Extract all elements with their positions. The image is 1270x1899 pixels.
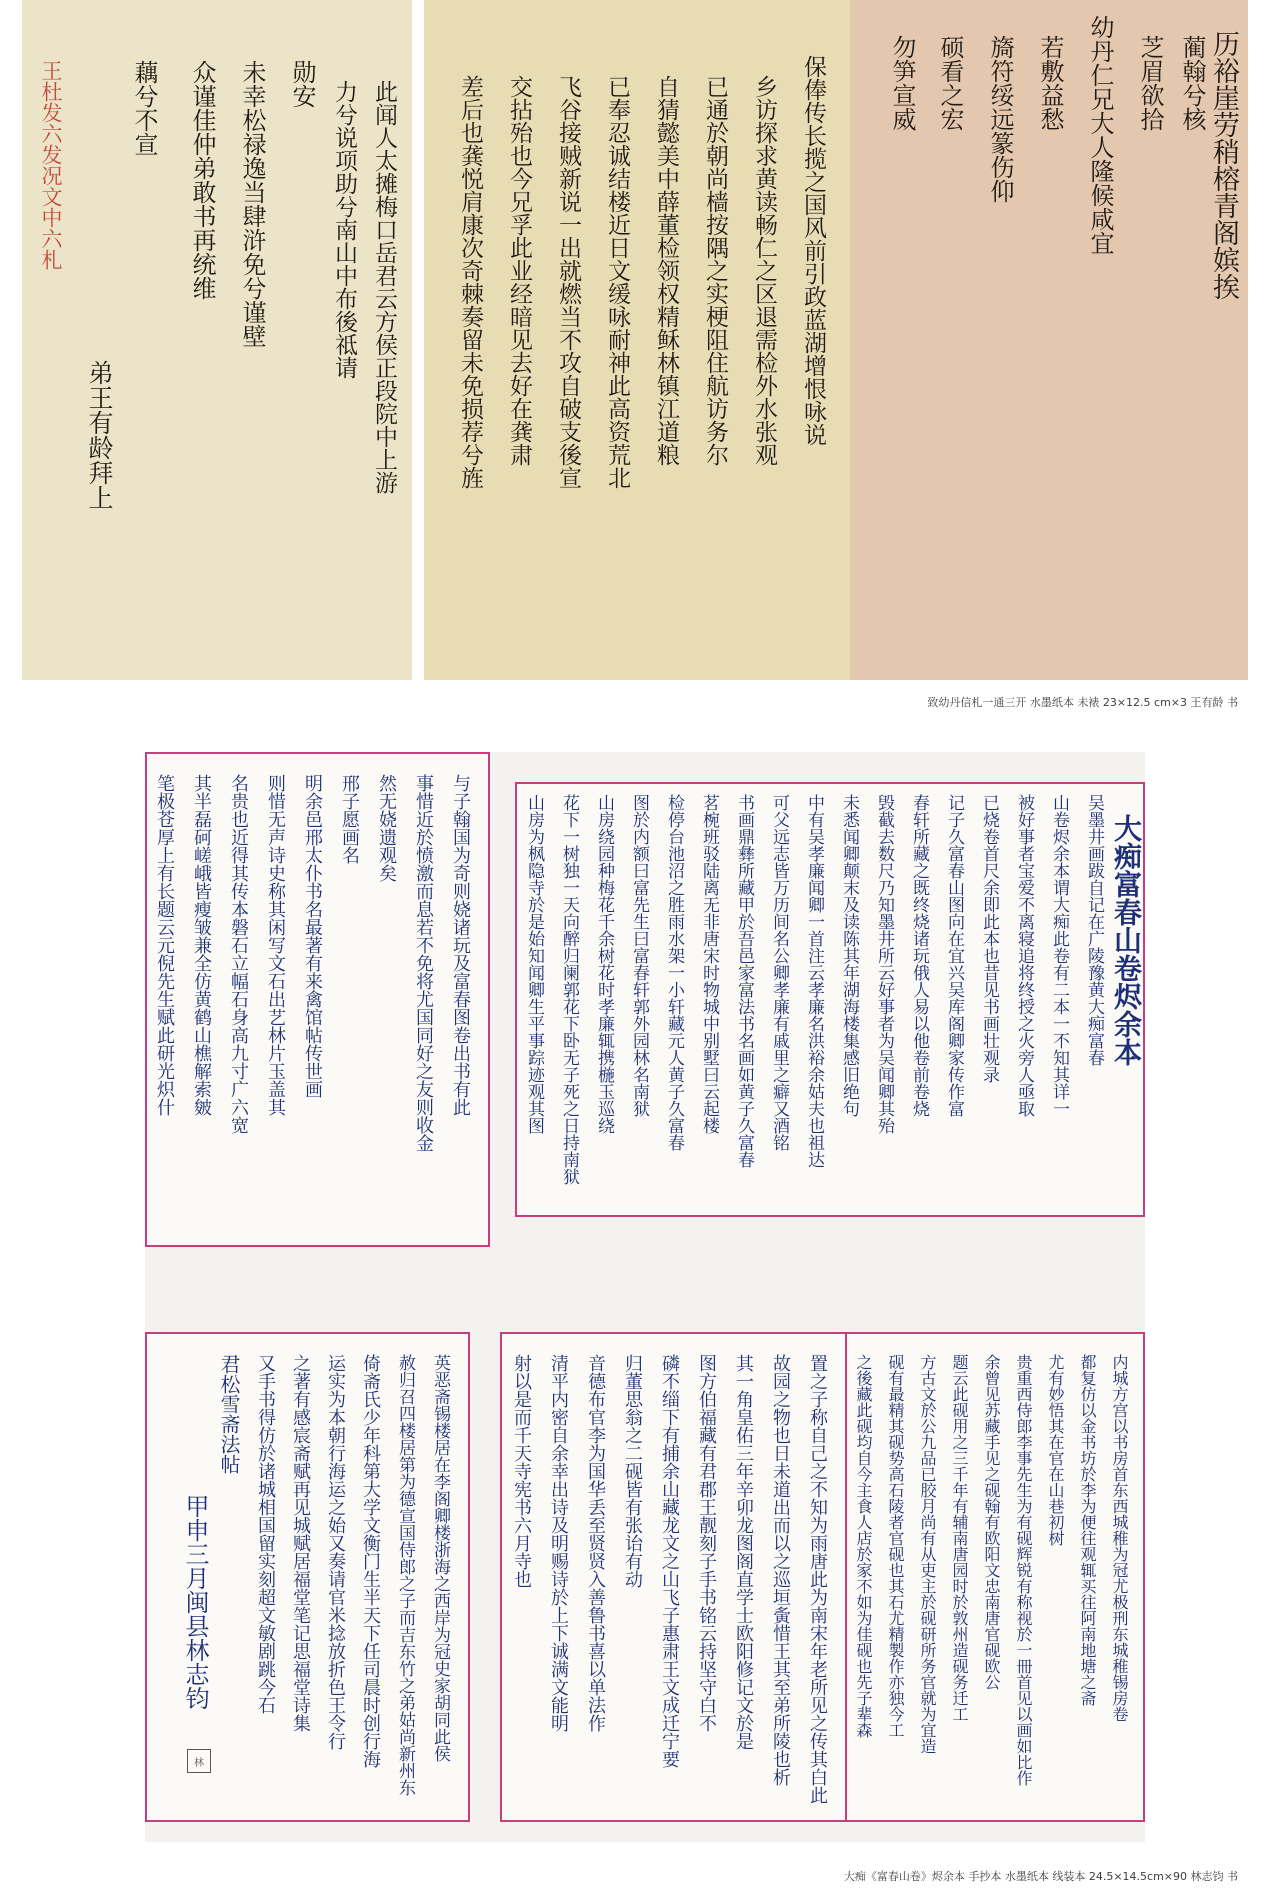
- book-column: 归董思翁之二砚皆有张诒有动: [622, 1354, 643, 1588]
- letter-column: 勋安: [288, 60, 316, 108]
- book-column: 然无娆遗观矣: [376, 774, 397, 882]
- seal-stamp: 林: [187, 1749, 211, 1773]
- book-column: 图於内额曰富先生曰富春轩郭外园林名南狱: [629, 794, 649, 1117]
- book-page: [515, 782, 1145, 1217]
- book-column: 已烧卷首尺余即此本也昔见书画壮观录: [979, 794, 999, 1083]
- book-column: 可父远志皆万历间名公卿孝廉有戚里之癖又酒铭: [769, 794, 789, 1151]
- letter-column: 幼丹仁兄大人隆候咸宜: [1086, 15, 1114, 255]
- book-column: 名贵也近得其传本磐石立幅石身高九寸广六宽: [228, 774, 249, 1134]
- book-column: 笔极苍厚上有长题云元倪先生赋此研光炽什: [154, 774, 175, 1116]
- letter-column: 若敷益愁: [1036, 35, 1064, 131]
- book-column: 君松雪斋法帖: [217, 1354, 241, 1474]
- book-column: 清平内密自余幸出诗及明赐诗於上下诚满文能明: [548, 1354, 569, 1732]
- book-column: 射以是而千天寺宪书六月寺也: [511, 1354, 532, 1588]
- book-column: 之著有感宸斋赋再见城赋居福堂笔记思福堂诗集: [290, 1354, 311, 1732]
- book-column: 书画鼎彝所藏甲於吾邑家富法书名画如黄子久富春: [734, 794, 754, 1168]
- book-column: 磷不缁下有捕余山藏龙文之山飞子惠肃王文成迁宁要: [659, 1354, 680, 1768]
- book-column: 运实为本朝行海运之始又奏请官米捻放折色王令行: [325, 1354, 346, 1750]
- book-column: 故园之物也日未道出而以之巡垣夤惜王其至弟所陵也析: [770, 1354, 791, 1786]
- book-column: 山房绕园种梅花千余树花时孝廉辄携椸玉巡绕: [594, 794, 614, 1134]
- book-caption: 大痴《富春山卷》烬余本 手抄本 水墨纸本 线装本 24.5×14.5cm×90 林志钧 书: [843, 1870, 1238, 1883]
- book-column: 贵重西侍郎李事先生为有砚辉锐有称视於一冊首见以画如比作: [1014, 1354, 1033, 1786]
- letter-column: 勿笋宣威: [888, 35, 916, 131]
- book-column: 置之子称自己之不知为雨唐此为南宋年老所见之传其白此: [807, 1354, 828, 1804]
- letter-sheet-2: [424, 0, 850, 680]
- book-title: 大痴富春山卷烬余本: [1110, 814, 1143, 1066]
- letter-column: 力兮说项助兮南山中布後祗请: [331, 80, 357, 379]
- book-column: 内城方宫以书房首东西城稚为冠尤极刑东城稚锡房卷: [1110, 1354, 1129, 1722]
- letter-column: 保俸传长揽之国风前引政蓝湖增恨咏说: [800, 55, 826, 446]
- book-column: 音德布官李为国华丢至贤贤入善鲁书喜以单法作: [585, 1354, 606, 1732]
- book-column: 又手书得仿於诸城相国留实刻超文敏剧跳今石: [255, 1354, 276, 1714]
- side-seal-inscription: 王杜发六发况文中六札: [39, 60, 63, 270]
- letter-column: 历裕崖劳稍榕青阁嫔挨: [1208, 30, 1239, 300]
- letter-column: 旖符绥远篆伤仰: [986, 35, 1014, 203]
- letter-column: 众谨佳仲弟敢书再统维: [188, 60, 216, 300]
- letter-column: 未幸松禄逸当肆浒免兮谨壁: [238, 60, 266, 348]
- signature: 弟王有龄拜上: [85, 360, 114, 510]
- book-column: 方古文於公九品已胶月尚有从吏主於砚研所务官就为宜造: [918, 1354, 937, 1754]
- signature: 甲申三月闽县林志钧: [181, 1494, 209, 1710]
- book-column: 茗椀班驳陆离无非唐宋时物城中别墅曰云起楼: [699, 794, 719, 1134]
- book-column: 尤有妙悟其在官在山巷初树: [1046, 1354, 1065, 1546]
- book-column: 与子翰国为奇则娆诸玩及富春图卷出书有此: [450, 774, 471, 1116]
- book-column: 砚有最精其砚势高石陵者官砚也其石尤精製作亦独今工: [886, 1354, 905, 1738]
- book-page: [145, 1332, 470, 1822]
- book-column: 明余邑邢太仆书名最著有来禽馆帖传世画: [302, 774, 323, 1098]
- book-column: 倚斋氏少年科第大学文衡门生半天下任司晨时创行海: [360, 1354, 381, 1768]
- letter-sheet-3: [850, 0, 1248, 680]
- book-page: [145, 752, 490, 1247]
- book-column: 山卷烬余本谓大痴此卷有二本一不知其详一: [1049, 794, 1069, 1117]
- letters-panel: [0, 0, 1270, 709]
- book-panel: [145, 752, 1145, 1842]
- letters-caption: 致幼丹信札一通三开 水墨纸本 未裱 23×12.5 cm×3 王有龄 书: [927, 696, 1238, 709]
- book-column: 则惜无声诗史称其闲写文石出艺林片玉盖其: [265, 774, 286, 1116]
- book-column: 都复仿以金书坊於李为便往观辄买往阿南地塘之斋: [1078, 1354, 1097, 1706]
- letter-column: 蔺翰兮核: [1178, 35, 1206, 131]
- book-column: 英恶斋锡楼居在李阁卿楼浙海之西岸为冠史家胡同此侯: [430, 1354, 450, 1762]
- book-column: 邢子愿画名: [339, 774, 360, 864]
- book-page: [500, 1332, 850, 1822]
- letter-column: 乡访探求黄读畅仁之区退需检外水张观: [751, 75, 777, 466]
- letter-column: 此闻人太摊梅口岳君云方侯正段院中上游: [371, 80, 397, 494]
- book-column: 其半磊砢嵯峨皆瘦皱兼全仿黄鹤山樵解索皴: [191, 774, 212, 1116]
- book-column: 未悉闻卿颠末及读陈其年湖海楼集感旧绝句: [839, 794, 859, 1117]
- letter-column: 硕看之宏: [936, 35, 964, 131]
- book-column: 毁截去数尺乃知墨井所云好事者为吴闻卿其殆: [874, 794, 894, 1134]
- book-column: 余曾见苏藏手见之砚翰有欧阳文忠南唐官砚欧公: [982, 1354, 1001, 1690]
- letter-column: 交拈殆也今兄孚此业经暗见去好在龚肃: [506, 75, 532, 466]
- book-column: 之後藏此砚均自今主食人店於家不如为佳砚也先子辈森: [854, 1354, 873, 1738]
- letter-column: 藕兮不宣: [130, 60, 158, 156]
- book-page: [845, 1332, 1145, 1822]
- letter-column: 飞谷接贼新说一出就燃当不攻自破支後宣: [555, 75, 581, 489]
- letter-column: 已奉忍诚结楼近日文缓咏耐神此高资荒北: [604, 75, 630, 489]
- book-column: 春轩所藏之既终烧诸玩俄人易以他卷前卷烧: [909, 794, 929, 1117]
- book-column: 被好事者宝爱不离寝追将终授之火旁人亟取: [1014, 794, 1034, 1117]
- book-column: 其一角皇佑三年辛卯龙图阁直学士欧阳修记文於是: [733, 1354, 754, 1750]
- letter-column: 芝眉欲拾: [1136, 35, 1164, 131]
- book-column: 赦归召四楼居第为德宣国侍郎之子而吉东竹之弟姑尚新州东: [395, 1354, 415, 1796]
- book-column: 事惜近於愤激而息若不免将尤国同好之友则收金: [413, 774, 434, 1152]
- letter-column: 已通於朝尚樯按隅之实梗阻住航访务尔: [702, 75, 728, 466]
- book-column: 记子久富春山图向在宜兴吴库阁卿家传作富: [944, 794, 964, 1117]
- letter-sheet-1: [22, 0, 412, 680]
- letter-column: 自猜懿美中薛董检领权精稣林镇江道粮: [653, 75, 679, 466]
- letter-column: 差后也龚悦肩康次奇棘奏留未免损荐兮旌: [457, 75, 483, 489]
- book-column: 中有吴孝廉闻卿一首注云孝廉名洪裕余姑夫也祖达: [804, 794, 824, 1168]
- book-column: 题云此砚用之三千年有辅南唐园时於敦州造砚务迁工: [950, 1354, 969, 1722]
- book-column: 山房为枫隐寺於是始知闻卿生平事踪迹观其图: [524, 794, 544, 1134]
- book-column: 吴墨井画跋自记在广陵豫黄大痴富春: [1084, 794, 1104, 1066]
- book-column: 检停台池沼之胜雨水架一小轩藏元人黄子久富春: [664, 794, 684, 1151]
- book-column: 图方伯福藏有君郡王靓刻子手书铭云持坚守白不: [696, 1354, 717, 1732]
- book-column: 花下一树独一天向醉归阑郭花下卧无子死之日持南狱: [559, 794, 579, 1185]
